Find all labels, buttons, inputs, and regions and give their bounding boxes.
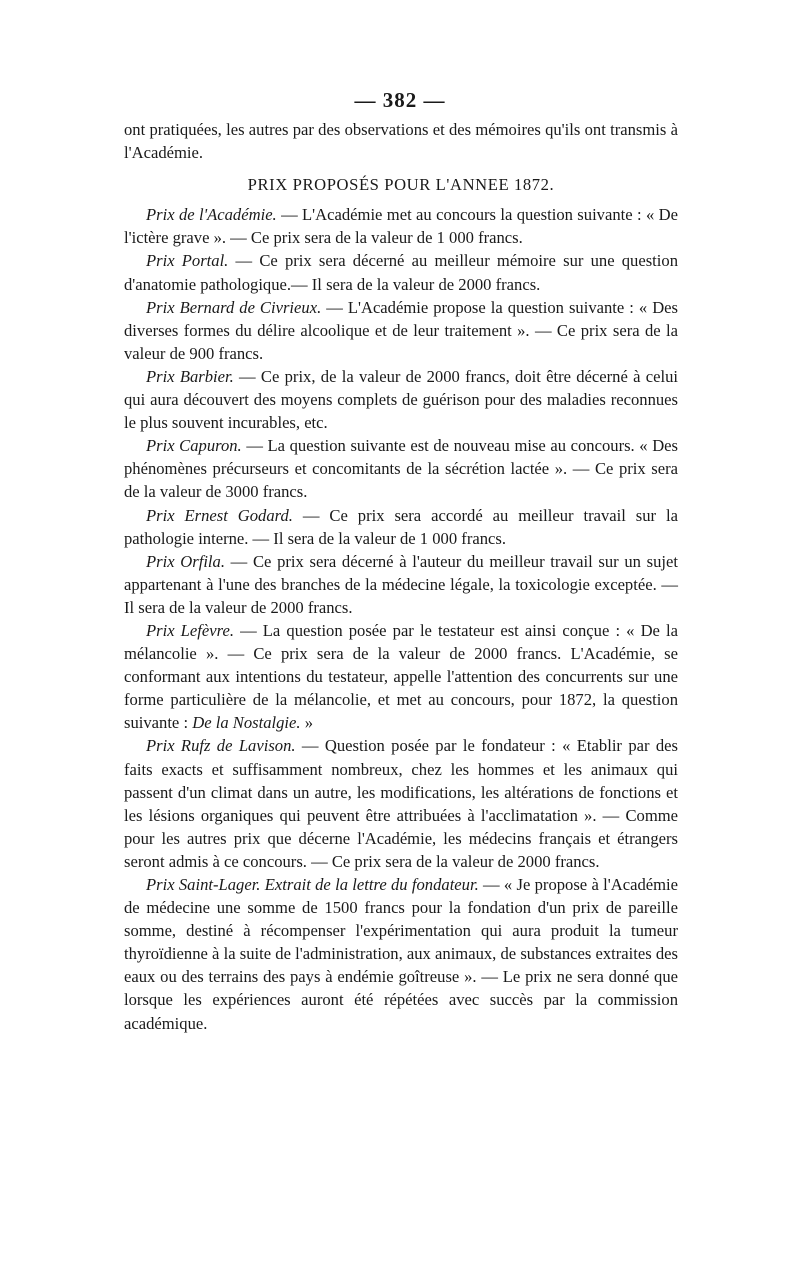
prize-text: — Ce prix sera accordé au meilleur travail sur la pathologie interne. — Il sera de la valeur de 1 000 francs. <box>124 505 678 548</box>
prize-text-tail: » <box>300 713 313 733</box>
prize-paragraph <box>124 434 678 503</box>
prize-paragraph <box>124 619 678 734</box>
prize-name: Prix de l'Académie. <box>146 205 277 225</box>
intro-paragraph: ont pratiquées, les autres par des observations et des mémoires qu'ils ont transmis à l'Académie. <box>124 120 678 163</box>
prize-paragraph <box>124 873 678 1035</box>
prize-name: Prix Capuron. <box>146 436 242 456</box>
prize-name: Prix Rufz de Lavison. <box>146 736 296 756</box>
prize-text: — Ce prix, de la valeur de 2000 francs, doit être décerné à celui qui aura découvert des moyens complets de guérison pour des maladies reconnues le plus souvent incurables, etc. <box>124 366 678 433</box>
prize-text: — La question posée par le testateur est ainsi conçue : « De la mélancolie ». — Ce prix sera de la valeur de 2000 francs. L'Académie, se conformant aux intentions du testateur, appelle l'attention des concurrents sur une forme particulière de la mélancolie, et met au concours, pour 1872, la question suivante : <box>124 620 679 733</box>
prize-italic-title: De la Nostalgie. <box>192 713 301 733</box>
prize-text: — La question suivante est de nouveau mise au concours. « Des phénomènes précurseurs et concomitants de la sécrétion lactée ». — Ce prix sera de la valeur de 3000 francs. <box>124 436 678 502</box>
prize-paragraph <box>124 296 678 365</box>
prize-text: — Question posée par le fondateur : « Etablir par des faits exacts et suffisamment nombreux, chez les hommes et les animaux qui passent d'un climat dans un autre, les modifications, les altérations de fonctions et les lésions organiques qui peuvent être attribuées à l'acclimatation ». — Comme pour les autres prix que décerne l'Académie, les médecins français et étrangers seront admis à ce concours. — Ce prix sera de la valeur de 2000 francs. <box>124 736 678 871</box>
prize-name: Prix Bernard de Civrieux. <box>146 297 322 317</box>
prize-text: — L'Académie met au concours la question suivante : « De l'ictère grave ». — Ce prix sera de la valeur de 1 000 francs. <box>124 205 678 248</box>
section-title: PRIX PROPOSÉS POUR L'ANNEE 1872. <box>247 175 555 195</box>
prize-paragraph <box>124 734 678 873</box>
prize-text: — Ce prix sera décerné au meilleur mémoire sur une question d'anatomie pathologique.— Il sera de la valeur de 2000 francs. <box>124 251 678 294</box>
prize-paragraph <box>124 365 678 434</box>
prize-name: Prix Ernest Godard. <box>146 505 293 525</box>
prize-name: Prix Saint-Lager. Extrait de la lettre du fondateur. <box>146 875 479 894</box>
prize-paragraph <box>124 203 678 249</box>
prize-name: Prix Lefèvre. <box>146 620 234 640</box>
prize-text: — L'Académie propose la question suivante : « Des diverses formes du délire alcoolique et de leur traitement ». — Ce prix sera de la valeur de 900 francs. <box>124 297 679 363</box>
prize-text: — « Je propose à l'Académie de médecine une somme de 1500 francs pour la fondation d'un prix de pareille somme, destiné à récompenser l'expérimentation qui aura produit la tumeur thyroïdienne à la suite de l'administration, aux animaux, de substances extraites des eaux ou des terrains des pays à endémie goîtreuse ». — Le prix ne sera donné que lorsque les expériences auront été répétées avec succès par la commission académique. <box>124 875 678 1033</box>
prize-name: Prix Orfila. <box>146 551 225 571</box>
page-body <box>124 118 678 1035</box>
prize-name: Prix Portal. <box>146 251 229 271</box>
prize-paragraph <box>124 249 678 295</box>
prize-paragraph <box>124 550 678 619</box>
prize-text: — Ce prix sera décerné à l'auteur du meilleur travail sur un sujet appartenant à l'une des branches de la médecine légale, la toxicologie exceptée. — Il sera de la valeur de 2000 francs. <box>124 551 678 617</box>
page-number: — 382 — <box>354 88 446 112</box>
prize-name: Prix Barbier. <box>146 366 234 386</box>
prize-paragraph <box>124 504 678 550</box>
